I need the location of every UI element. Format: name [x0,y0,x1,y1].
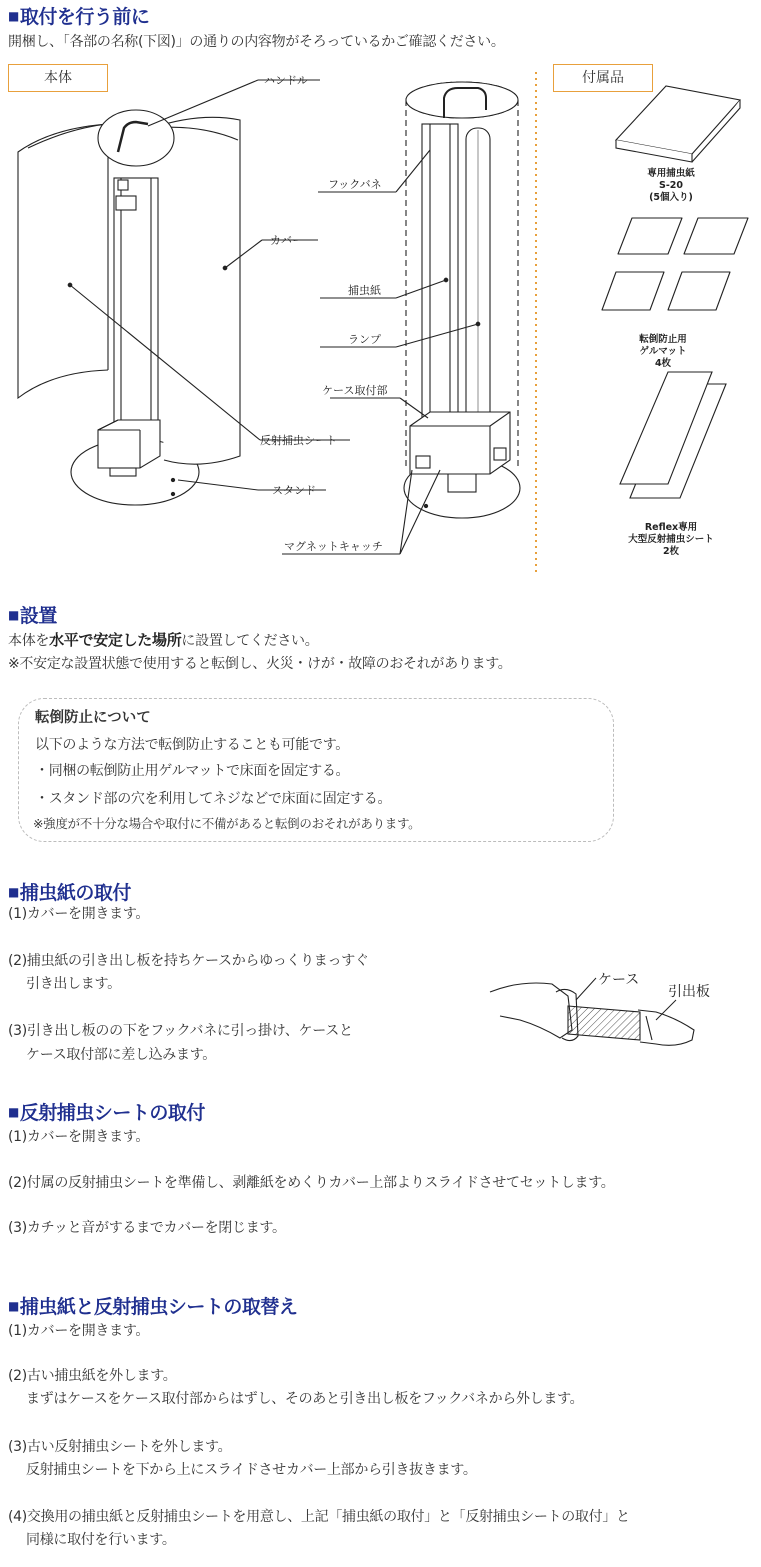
install-emphasis: 水平で安定した場所 [49,631,182,649]
acc-sheet-line1: Reflex専用 [644,522,698,533]
install-line1: 本体を水平で安定した場所に設置してください。 [8,631,319,649]
tip-note: ※強度が不十分な場合や取付に不備があると転倒のおそれがあります。 [33,816,421,831]
label-case-mount: ケース取付部 [322,384,388,397]
sheet-step3: (3)カチッと音がするまでカバーを閉じます。 [8,1220,286,1236]
label-lamp: ランプ [348,333,381,346]
replace-step2b: まずはケースをケース取付部からはずし、そのあと引き出し板をフックバネから外します。 [26,1391,584,1407]
section-title-before-mounting: ■取付を行う前に [8,6,150,28]
paper-step3b: ケース取付部に差し込みます。 [26,1047,216,1063]
square-bullet-icon: ■ [8,1105,19,1119]
label-stand: スタンド [272,484,316,497]
acc-sheet-line2: 大型反射捕虫シート [628,534,714,545]
acc-paper-line1: 専用捕虫紙 [647,168,695,179]
acc-gel-line2: ゲルマット [639,346,687,357]
square-bullet-icon: ■ [8,9,19,23]
label-trap-paper: 捕虫紙 [348,284,381,297]
install-warning: ※不安定な設置状態で使用すると転倒し、火災・けが・故障のおそれがあります。 [8,656,512,672]
label-cover: カバー [270,234,303,247]
paper-step2b: 引き出します。 [26,976,121,992]
replace-step3b: 反射捕虫シートを下から上にスライドさせカバー上部から引き抜きます。 [26,1462,477,1478]
acc-paper-line3: (5個入り) [649,192,693,203]
acc-sheet-line3: 2枚 [662,546,680,557]
paper-step2a: (2)捕虫紙の引き出し板を持ちケースからゆっくりまっすぐ [8,953,369,969]
tip-line2: ・同梱の転倒防止用ゲルマットで床面を固定する。 [35,763,350,779]
sheet-step1: (1)カバーを開きます。 [8,1129,150,1145]
section-title-install: ■設置 [8,605,57,627]
paper-pull-figure [480,960,720,1064]
intro-text: 開梱し、「各部の名称(下図)」の通りの内容物がそろっているかご確認ください。 [8,34,505,50]
tip-title: 転倒防止について [35,710,151,726]
section-title-paper: ■捕虫紙の取付 [8,882,131,904]
replace-step1: (1)カバーを開きます。 [8,1323,150,1339]
acc-gel-line3: 4枚 [654,358,672,369]
tab-body: 本体 [8,64,108,92]
sheet-step2: (2)付属の反射捕虫シートを準備し、剥離紙をめくりカバー上部よりスライドさせてセットします。 [8,1175,615,1191]
paper-step3a: (3)引き出し板のの下をフックバネに引っ掛け、ケースと [8,1023,353,1039]
label-hook-spring: フックバネ [328,178,382,191]
tip-line1: 以下のような方法で転倒防止することも可能です。 [35,737,349,753]
replace-step4b: 同様に取付を行います。 [26,1532,176,1548]
acc-gel-line1: 転倒防止用 [639,334,687,345]
label-magnet-catch: マグネットキャッチ [284,540,383,553]
acc-paper-line2: S-20 [658,180,684,191]
section-title-sheet: ■反射捕虫シートの取付 [8,1102,205,1124]
replace-step4a: (4)交換用の捕虫紙と反射捕虫シートを用意し、上記「捕虫紙の取付」と「反射捕虫シートの取付」と [8,1509,630,1525]
tip-box [18,698,614,842]
square-bullet-icon: ■ [8,885,19,899]
tab-accessories: 付属品 [553,64,653,92]
section-title-replace: ■捕虫紙と反射捕虫シートの取替え [8,1296,298,1318]
square-bullet-icon: ■ [8,1299,19,1313]
square-bullet-icon: ■ [8,608,19,622]
paper-step1: (1)カバーを開きます。 [8,906,150,922]
label-handle: ハンドル [264,74,308,87]
figure-label-board: 引出板 [668,984,710,1000]
replace-step3a: (3)古い反射捕虫シートを外します。 [8,1439,232,1455]
figure-label-case: ケース [598,972,640,988]
accessories-illustration [602,86,748,498]
label-reflective-sheet: 反射捕虫シート [260,434,337,447]
replace-step2a: (2)古い捕虫紙を外します。 [8,1368,177,1384]
body-assembled-illustration [282,82,520,554]
tip-line3: ・スタンド部の穴を利用してネジなどで床面に固定する。 [35,791,392,807]
